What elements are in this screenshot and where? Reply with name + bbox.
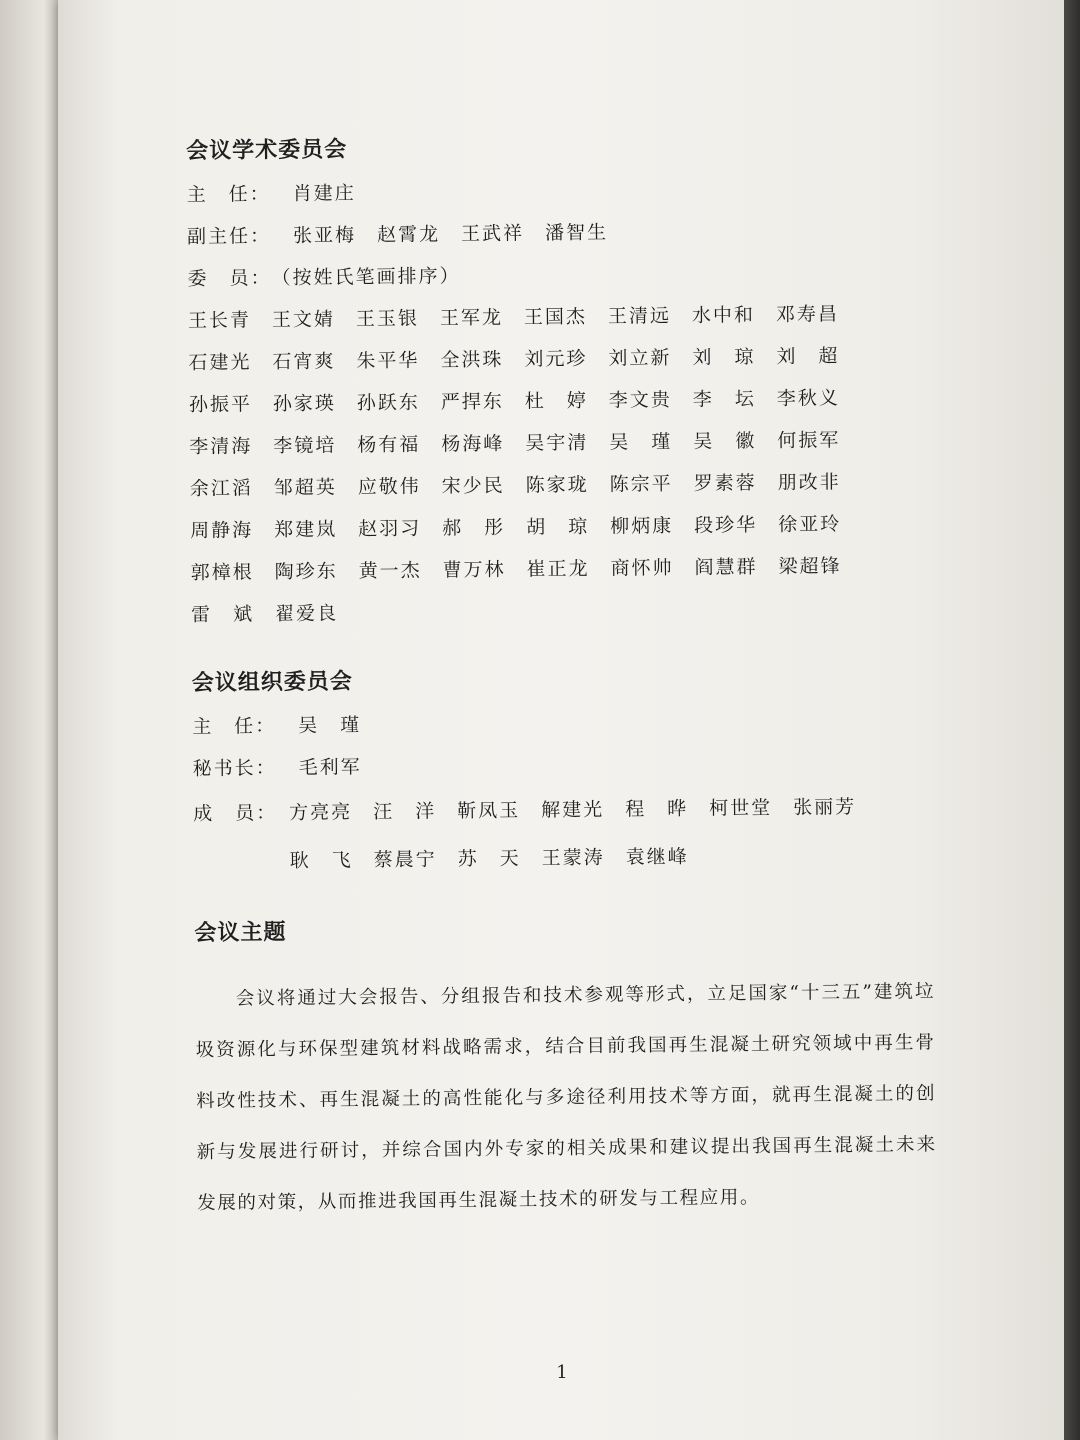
- academic-deputy-label: 副主任：: [187, 225, 272, 248]
- member-name: 崔正龙: [526, 557, 590, 581]
- facing-page-edge: [0, 0, 62, 1440]
- organizing-member-name: 袁继峰: [625, 845, 689, 869]
- deputy-name: 张亚梅: [292, 224, 357, 247]
- member-name: 石宵爽: [272, 350, 336, 374]
- organizing-member-name: 方亮亮: [289, 801, 353, 824]
- member-name: 翟爱良: [274, 602, 339, 626]
- organizing-director-label: 主 任：: [192, 715, 277, 738]
- member-name: 王长青: [187, 309, 252, 332]
- member-name: 刘 超: [776, 345, 840, 368]
- member-name: 杨有福: [357, 433, 421, 457]
- organizing-member-name: 张丽芳: [793, 796, 857, 819]
- member-name: 李 坛: [692, 388, 756, 411]
- member-name: 柳炳康: [610, 514, 674, 538]
- deputy-name: 王武祥: [460, 222, 525, 246]
- deputy-name: 赵霄龙: [376, 223, 441, 247]
- member-name: 余江滔: [189, 477, 253, 500]
- academic-members-label: 委 员：: [187, 267, 272, 290]
- member-name: 李清海: [189, 435, 253, 458]
- organizing-director-name: 吴 瑾: [298, 714, 362, 737]
- member-name: 赵羽习: [358, 517, 422, 541]
- page-number: 1: [556, 1362, 568, 1383]
- academic-members-list: [188, 292, 951, 636]
- member-name: 李镜培: [273, 434, 337, 458]
- member-name: 黄一杰: [358, 559, 422, 583]
- deputy-name: 潘智生: [544, 221, 609, 245]
- member-name: 雷 斌: [190, 603, 255, 626]
- member-name: 何振军: [777, 429, 841, 452]
- member-name: 朋改非: [777, 471, 841, 494]
- organizing-member-name: 靳凤玉: [457, 799, 521, 823]
- member-name: 朱平华: [356, 349, 420, 373]
- member-name: 石建光: [188, 351, 252, 374]
- member-name: 应敬伟: [357, 475, 421, 499]
- organizing-members-line: [289, 783, 877, 837]
- member-name: 孙家瑛: [272, 392, 337, 416]
- member-name: 段珍华: [694, 514, 758, 537]
- organizing-members-label: 成 员：: [193, 802, 278, 825]
- member-name: 陈家珑: [525, 473, 589, 497]
- member-name: 宋少民: [441, 474, 505, 498]
- member-name: 李文贵: [608, 388, 672, 412]
- academic-members-note: （按姓氏笔画排序）: [271, 265, 461, 290]
- academic-director-name: 肖建庄: [292, 182, 356, 205]
- member-name: 李秋义: [776, 387, 840, 410]
- member-name: 孙跃东: [356, 391, 420, 415]
- organizing-members-row-2: [193, 830, 953, 886]
- member-name: 罗素蓉: [693, 472, 757, 495]
- organizing-members-row-1: [193, 782, 953, 838]
- member-name: 刘 琼: [692, 346, 756, 369]
- organizing-committee-heading: 会议组织委员会: [191, 669, 353, 696]
- page-content: [186, 122, 957, 1229]
- member-name: 刘元珍: [524, 347, 588, 371]
- member-name: 王文婧: [271, 308, 336, 332]
- organizing-member-name: 程 晔: [625, 797, 689, 821]
- theme-paragraph: 会议将通过大会报告、分组报告和技术参观等形式，立足国家“十三五”建筑垃圾资源化与环保型建筑材料战略需求，结合目前我国再生混凝土研究领域中再生骨料改性技术、再生混凝土的高性能化与多途径利用技术等方面，就再生混凝土的创新与发展进行研讨，并综合国内外专家的相关成果和建议提出我国再生混凝土未来发展的对策，从而推进我国再生混凝土技术的研发与工程应用。: [195, 981, 937, 1214]
- member-name: 邹超英: [273, 476, 337, 500]
- member-name: 商怀帅: [610, 556, 674, 580]
- organizing-member-name: 蔡晨宁: [373, 848, 437, 872]
- member-name: 郝 彤: [442, 516, 506, 540]
- member-name: 孙振平: [188, 393, 253, 416]
- organizing-member-name: 耿 飞: [289, 849, 353, 872]
- member-name: 杜 婷: [524, 389, 588, 413]
- academic-committee-heading: 会议学术委员会: [186, 137, 348, 164]
- member-name: 严捍东: [440, 390, 504, 414]
- book-edge: [1064, 0, 1080, 1440]
- member-name: 王军龙: [439, 306, 504, 330]
- member-name: 吴宇清: [525, 431, 589, 455]
- member-row: [190, 544, 950, 594]
- member-name: 全洪珠: [440, 348, 504, 372]
- member-name: 刘立新: [608, 346, 672, 370]
- member-name: 吴 瑾: [609, 430, 673, 454]
- member-name: 梁超锋: [778, 555, 842, 578]
- organizing-member-name: 苏 天: [457, 847, 521, 871]
- member-name: 郭樟根: [190, 561, 254, 584]
- member-name: 杨海峰: [441, 432, 505, 456]
- member-name: 王玉银: [355, 307, 420, 331]
- academic-director-label: 主 任：: [186, 183, 271, 206]
- organizing-member-name: 汪 洋: [373, 800, 437, 824]
- secretary-label: 秘书长：: [192, 757, 277, 780]
- organizing-member-name: 解建光: [541, 798, 605, 822]
- member-name: 王清远: [607, 304, 672, 328]
- member-name: 周静海: [190, 519, 254, 542]
- organizing-members-line: [289, 833, 709, 885]
- organizing-member-name: 柯世堂: [709, 796, 773, 820]
- academic-deputy-names: [293, 211, 629, 257]
- member-name: 邓寿昌: [775, 303, 840, 326]
- member-name: 水中和: [691, 304, 756, 327]
- member-name: 郑建岚: [274, 518, 338, 542]
- member-name: 吴 徽: [693, 430, 757, 453]
- member-name: 胡 琼: [526, 515, 590, 539]
- member-name: 王国杰: [523, 305, 588, 329]
- member-name: 陶珍东: [274, 560, 338, 584]
- member-name: 曹万林: [442, 558, 506, 582]
- secretary-name: 毛利军: [298, 756, 362, 779]
- member-name: 陈宗平: [609, 472, 673, 496]
- theme-heading: 会议主题: [194, 919, 287, 946]
- member-name: 阎慧群: [694, 556, 758, 579]
- document-page: [58, 0, 1064, 1440]
- organizing-member-name: 王蒙涛: [541, 846, 605, 870]
- member-name: 徐亚玲: [778, 513, 842, 536]
